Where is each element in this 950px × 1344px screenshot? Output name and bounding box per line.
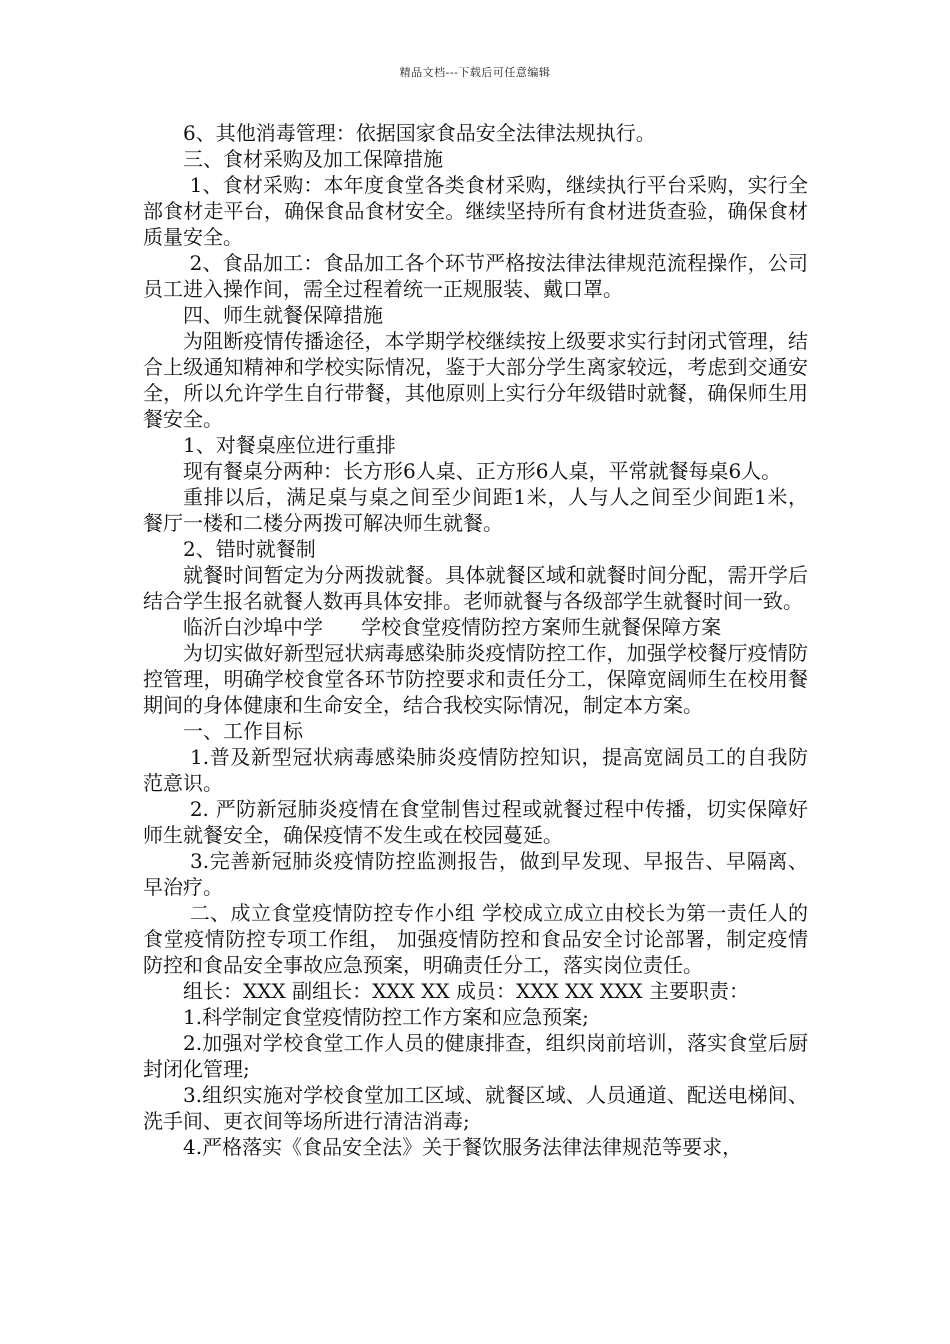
paragraph: 为切实做好新型冠状病毒感染肺炎疫情防控工作，加强学校餐厅疫情防控管理，明确学校食堂各环节防控要求和责任分工，保障宽阔师生在校用餐期间的身体健康和生命安全，结合我校实际情况，制定本方案。 xyxy=(143,641,808,717)
paragraph: 6、其他消毒管理：依据国家食品安全法律法规执行。 xyxy=(183,121,656,145)
section-heading: 三、食材采购及加工保障措施 xyxy=(183,147,443,171)
paragraph: 现有餐桌分两种：长方形6人桌、正方形6人桌，平常就餐每桌6人。 xyxy=(183,459,782,483)
paragraph: 组长：XXX 副组长：XXX XX 成员：XXX XX XXX 主要职责： xyxy=(183,979,749,1003)
section-heading: 一、工作目标 xyxy=(183,719,303,743)
paragraph: 1.科学制定食堂疫情防控工作方案和应急预案; xyxy=(183,1005,589,1029)
paragraph: 为阻断疫情传播途径，本学期学校继续按上级要求实行封闭式管理，结合上级通知精神和学校实际情况，鉴于大部分学生离家较远，考虑到交通安全，所以允许学生自行带餐，其他原则上实行分年级错时就餐，确保师生用餐安全。 xyxy=(143,329,808,431)
subsection-heading: 1、对餐桌座位进行重排 xyxy=(183,433,396,457)
paragraph: 3.组织实施对学校食堂加工区域、就餐区域、人员通道、配送电梯间、洗手间、更衣间等场所进行清洁消毒; xyxy=(143,1083,808,1133)
document-body xyxy=(143,120,808,1160)
document-title-line: 临沂白沙埠中学 学校食堂疫情防控方案师生就餐保障方案 xyxy=(183,615,722,639)
paragraph: 2. 严防新冠肺炎疫情在食堂制售过程或就餐过程中传播，切实保障好师生就餐安全，确保疫情不发生或在校园蔓延。 xyxy=(143,797,808,847)
paragraph: 1.普及新型冠状病毒感染肺炎疫情防控知识，提高宽阔员工的自我防范意识。 xyxy=(143,745,808,795)
page-header: 精品文档---下载后可任意编辑 xyxy=(399,66,551,79)
section-heading: 四、师生就餐保障措施 xyxy=(183,303,383,327)
paragraph: 二、成立食堂疫情防控专作小组 学校成立成立由校长为第一责任人的食堂疫情防控专项工作组， 加强疫情防控和食品安全讨论部署，制定疫情防控和食品安全事故应急预案，明确责任分工，落实岗位责任。 xyxy=(143,901,809,977)
paragraph: 2.加强对学校食堂工作人员的健康排查，组织岗前培训，落实食堂后厨封闭化管理; xyxy=(143,1031,808,1081)
paragraph: 1、食材采购：本年度食堂各类食材采购，继续执行平台采购，实行全部食材走平台，确保食品食材安全。继续坚持所有食材进货查验，确保食材质量安全。 xyxy=(143,173,809,249)
paragraph: 2、食品加工：食品加工各个环节严格按法律法律规范流程操作，公司员工进入操作间，需全过程着统一正规服装、戴口罩。 xyxy=(143,251,809,301)
paragraph: 重排以后，满足桌与桌之间至少间距1米，人与人之间至少间距1米，餐厅一楼和二楼分两拨可解决师生就餐。 xyxy=(143,485,808,535)
paragraph: 就餐时间暂定为分两拨就餐。具体就餐区域和就餐时间分配，需开学后结合学生报名就餐人数再具体安排。老师就餐与各级部学生就餐时间一致。 xyxy=(143,563,808,613)
paragraph: 4.严格落实《食品安全法》关于餐饮服务法律法律规范等要求， xyxy=(183,1135,743,1159)
paragraph: 3.完善新冠肺炎疫情防控监测报告，做到早发现、早报告、早隔离、早治疗。 xyxy=(143,849,808,899)
subsection-heading: 2、错时就餐制 xyxy=(183,537,316,561)
